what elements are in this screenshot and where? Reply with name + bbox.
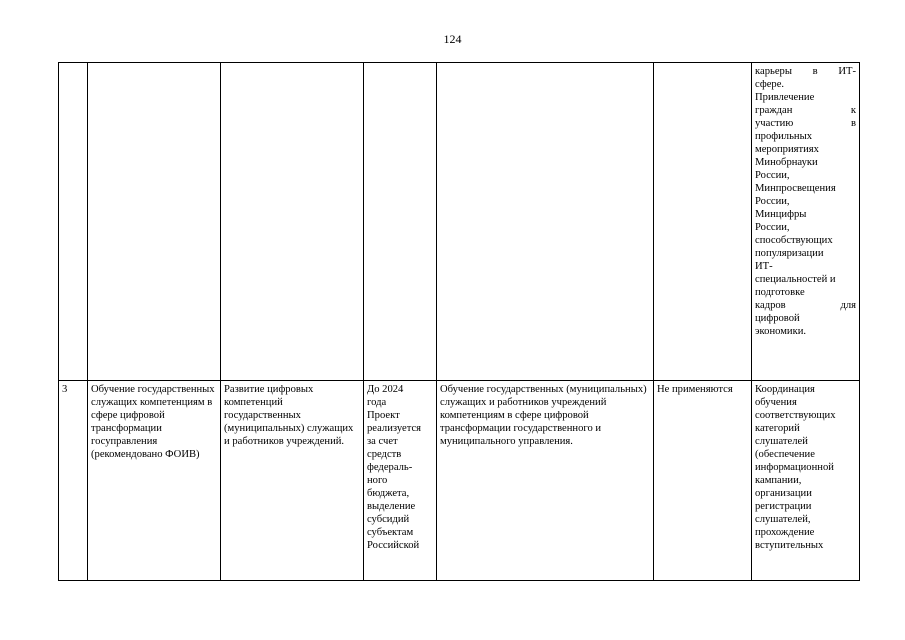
text-line: России, [755, 196, 790, 207]
text-line: информационной [755, 462, 834, 473]
text-line: подготовке [755, 287, 805, 298]
text-line: субъектам [367, 527, 414, 538]
document-table [58, 62, 860, 581]
text-line: соответствующих [755, 410, 836, 421]
cell-applicability: Не применяются [654, 381, 752, 581]
text-line: ИТ- [755, 261, 773, 272]
text-line: Привлечение [755, 92, 815, 103]
text-line: способствующих [755, 235, 833, 246]
cell-applicability [654, 63, 752, 381]
cell-term [364, 63, 437, 381]
text-line: участию в [755, 118, 856, 129]
text-line: категорий [755, 423, 800, 434]
text-line: организации [755, 488, 812, 499]
cell-number [59, 63, 88, 381]
text-line: бюджета, [367, 488, 410, 499]
cell-goal: Развитие цифровых компетенций государственных (муниципальных) служащих и работников учреждений. [221, 381, 364, 581]
text-line: федераль- [367, 462, 413, 473]
text-line: года [367, 397, 387, 408]
cell-name [88, 63, 221, 381]
text-line: прохождение [755, 527, 815, 538]
text-line: (обеспечение [755, 449, 815, 460]
text-line: цифровой [755, 313, 800, 324]
text-line: карьеры в ИТ- [755, 66, 856, 77]
text-line: слушателей [755, 436, 808, 447]
text-line: сфере. [755, 79, 785, 90]
text-line: популяризации [755, 248, 824, 259]
page-number: 124 [443, 32, 462, 46]
text-line: экономики. [755, 326, 807, 337]
text-line: за счет [367, 436, 398, 447]
text-line: Минпросвещения [755, 183, 836, 194]
text-line: средств [367, 449, 402, 460]
text-line: Минобрнауки [755, 157, 818, 168]
text-line: регистрации [755, 501, 812, 512]
cell-number: 3 [59, 381, 88, 581]
text-line: специальностей и [755, 274, 836, 285]
cell-coordination [752, 381, 860, 581]
text-line: Российской [367, 540, 420, 551]
cell-term [364, 381, 437, 581]
text-line: слушателей, [755, 514, 811, 525]
text-line: России, [755, 222, 790, 233]
text-line: ного [367, 475, 388, 486]
text-line: кадров для [755, 300, 856, 311]
text-line: обучения [755, 397, 797, 408]
text-line: профильных [755, 131, 812, 142]
text-line: кампании, [755, 475, 802, 486]
text-line: Координация [755, 384, 815, 395]
cell-name: Обучение государственных служащих компетенциям в сфере цифровой трансформации госуправления (рекомендовано ФОИВ) [88, 381, 221, 581]
table-row [59, 63, 860, 381]
cell-description: Обучение государственных (муниципальных) служащих и работников учреждений компетенциям в сфере цифровой трансформации государственного и муниципального управления. [437, 381, 654, 581]
text-line: Проект [367, 410, 400, 421]
cell-coordination [752, 63, 860, 381]
text-line: вступительных [755, 540, 824, 551]
text-line: мероприятиях [755, 144, 819, 155]
text-line: Минцифры [755, 209, 807, 220]
text-line: выделение [367, 501, 416, 512]
table-row [59, 381, 860, 581]
text-line: субсидий [367, 514, 410, 525]
text-line: граждан к [755, 105, 856, 116]
text-line: реализуется [367, 423, 422, 434]
cell-description [437, 63, 654, 381]
text-line: России, [755, 170, 790, 181]
text-line: До 2024 [367, 384, 404, 395]
cell-goal [221, 63, 364, 381]
